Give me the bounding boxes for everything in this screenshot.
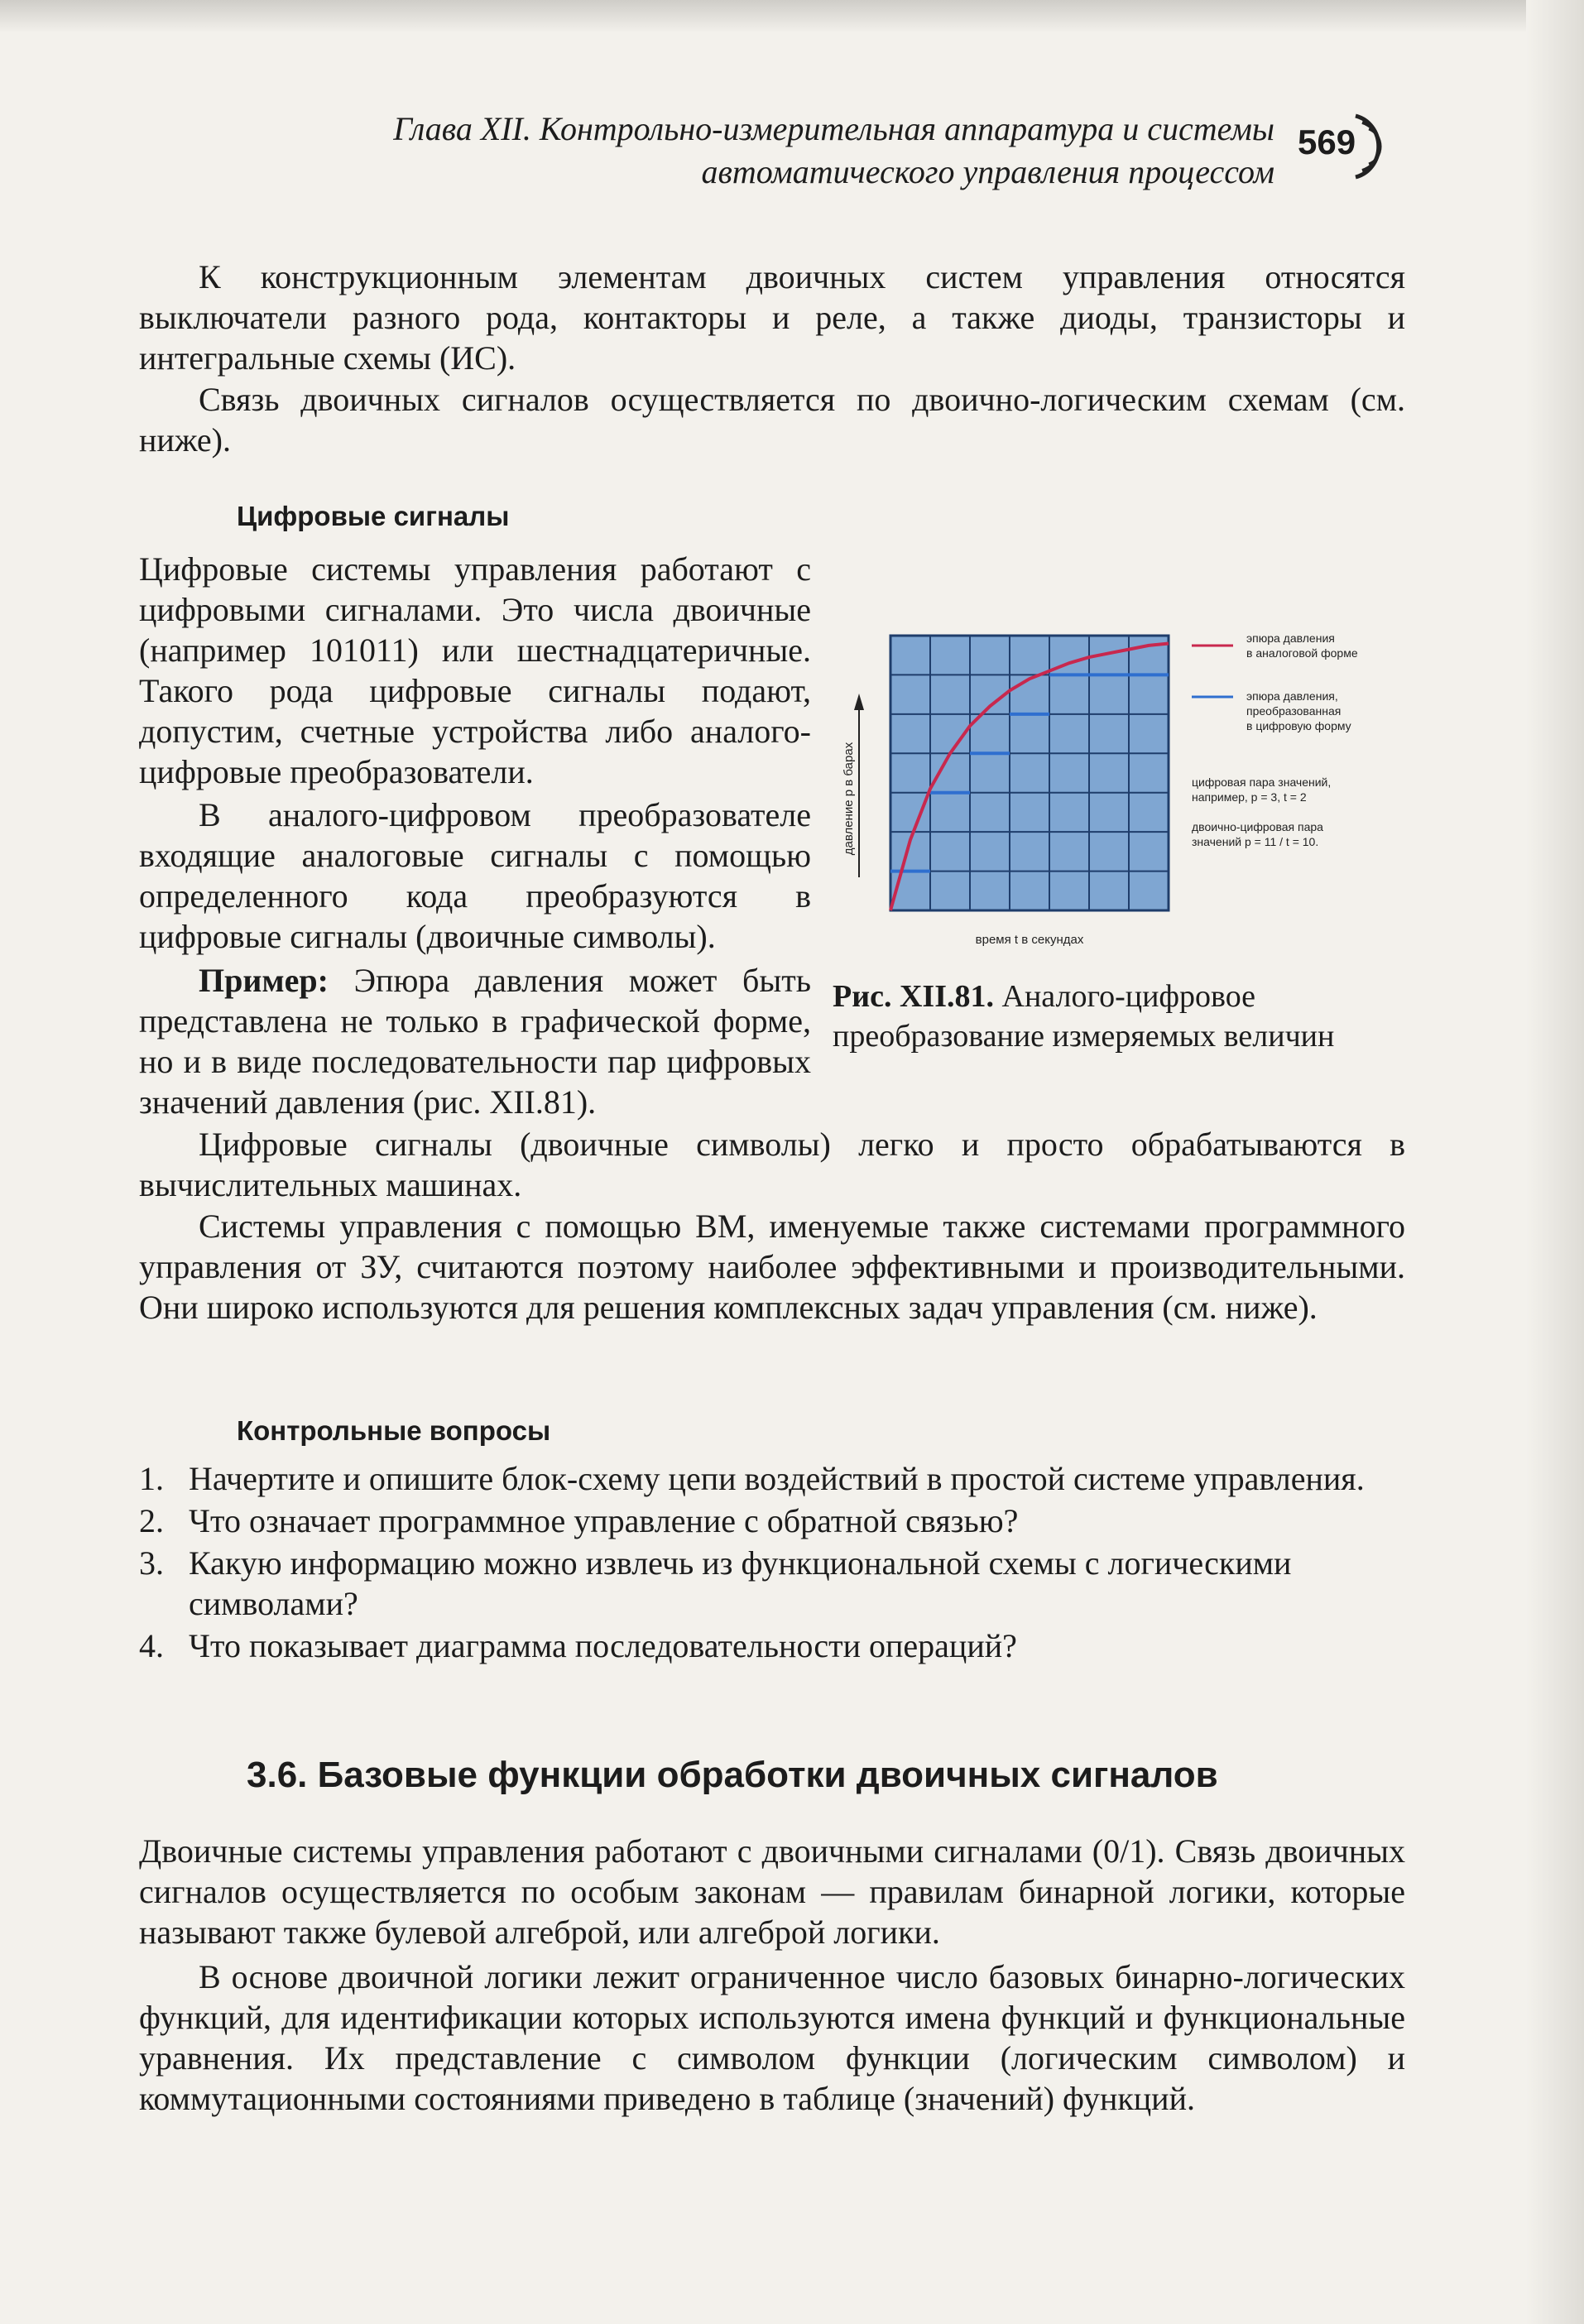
- legend-digital-3: в цифровую форму: [1246, 719, 1351, 732]
- question-text: Что означает программное управление с обратной связью?: [189, 1502, 1019, 1539]
- chart-svg: [828, 621, 1407, 968]
- legend-digital-1: эпюра давления,: [1246, 689, 1338, 703]
- caption-label: Рис. XII.81.: [833, 979, 994, 1014]
- subheading-review-questions: Контрольные вопросы: [237, 1415, 551, 1446]
- note-2-line-1: двоично-цифровая пара: [1192, 820, 1323, 833]
- paragraph-1: К конструкционным элементам двоичных систем управления относятся выключатели разного рода, контакторы и реле, а также диоды, транзисторы и интегральные схемы (ИС).: [139, 258, 1405, 377]
- header-line-2: автоматического управления процессом: [701, 153, 1274, 190]
- list-item: [139, 1501, 1405, 1541]
- paragraph-2: Связь двоичных сигналов осуществляется по двоично-логическим схемам (см. ниже).: [139, 381, 1405, 459]
- list-item: [139, 1625, 1405, 1666]
- legend-digital-2: преобразованная: [1246, 704, 1342, 718]
- question-text: Какую информацию можно извлечь из функциональной схемы с логическими символами?: [189, 1544, 1292, 1622]
- list-item: [139, 1458, 1405, 1499]
- page-number-ornament-icon: [1347, 109, 1397, 184]
- paragraph-9: В основе двоичной логики лежит ограниченное число базовых бинарно-логических функций, для идентификации которых используются имена функций и функциональные уравнения. Их представление с символом функции (логическим символом) и коммутационными состояниями приведено в таблице (значений) функций.: [139, 1958, 1405, 2117]
- page-edge-shadow: [1526, 0, 1584, 2324]
- paragraph-3: Цифровые системы управления работают с цифровыми сигналами. Это числа двоичные (например 101011) или шестнадцатеричные. Такого рода цифровые сигналы подают, допустим, счетные устройства либо аналого-цифровые преобразователи.: [139, 550, 811, 790]
- legend-analog-1: эпюра давления: [1246, 631, 1335, 645]
- y-axis-label: давление p в барах: [842, 742, 856, 856]
- running-header: [273, 108, 1274, 194]
- example-label: Пример:: [199, 962, 329, 999]
- question-number: 3.: [139, 1544, 164, 1582]
- question-number: 4.: [139, 1627, 164, 1664]
- note-1-line-1: цифровая пара значений,: [1192, 775, 1332, 789]
- list-item: [139, 1543, 1405, 1624]
- legend-analog-2: в аналоговой форме: [1246, 646, 1358, 660]
- header-line-1: Глава XII. Контрольно-измерительная аппаратура и системы: [393, 110, 1274, 147]
- question-number: 1.: [139, 1460, 164, 1497]
- paragraph-7: Системы управления с помощью ВМ, именуемые также системами программного управления от ЗУ, считаются поэтому наиболее эффективными и производительными. Они широко используются для решения комплексных задач управления (см. ниже).: [139, 1208, 1405, 1326]
- note-1-line-2: например, p = 3, t = 2: [1192, 790, 1307, 804]
- x-axis-label: время t в секундах: [975, 933, 1084, 947]
- paragraph-6: Цифровые сигналы (двоичные символы) легко и просто обрабатываются в вычислительных машинах.: [139, 1126, 1405, 1203]
- caption-text: Аналого-цифровое преобразование измеряемых величин: [833, 979, 1335, 1054]
- paragraph-8: Двоичные системы управления работают с двоичными сигналами (0/1). Связь двоичных сигналов осуществляется по особым законам — правилам бинарной логики, которые называют также булевой алгеброй, или алгеброй логики.: [139, 1832, 1405, 1951]
- subheading-digital-signals: Цифровые сигналы: [237, 501, 510, 531]
- question-text: Что показывает диаграмма последовательности операций?: [189, 1627, 1017, 1664]
- section-heading: 3.6. Базовые функции обработки двоичных сигналов: [247, 1755, 1218, 1795]
- question-text: Начертите и опишите блок-схему цепи воздействий в простой системе управления.: [189, 1460, 1365, 1497]
- paragraph-5: [139, 960, 811, 1122]
- plot-area: [890, 636, 1169, 910]
- paragraph-4: В аналого-цифровом преобразователе входящие аналоговые сигналы с помощью определенного кода преобразуются в цифровые сигналы (двоичные символы).: [139, 796, 811, 955]
- note-2-line-2: значений p = 11 / t = 10.: [1192, 835, 1319, 848]
- page-number: 569: [1298, 122, 1356, 161]
- example-text: Эпюра давления может быть представлена не только в графической форме, но и в виде последовательности пар цифровых значений давления (рис. XII.81).: [139, 962, 811, 1121]
- review-questions-list: [139, 1458, 1405, 1668]
- question-number: 2.: [139, 1502, 164, 1539]
- figure-adc-chart: [828, 621, 1407, 968]
- figure-caption: [833, 977, 1412, 1056]
- page-shadow: [0, 0, 1584, 33]
